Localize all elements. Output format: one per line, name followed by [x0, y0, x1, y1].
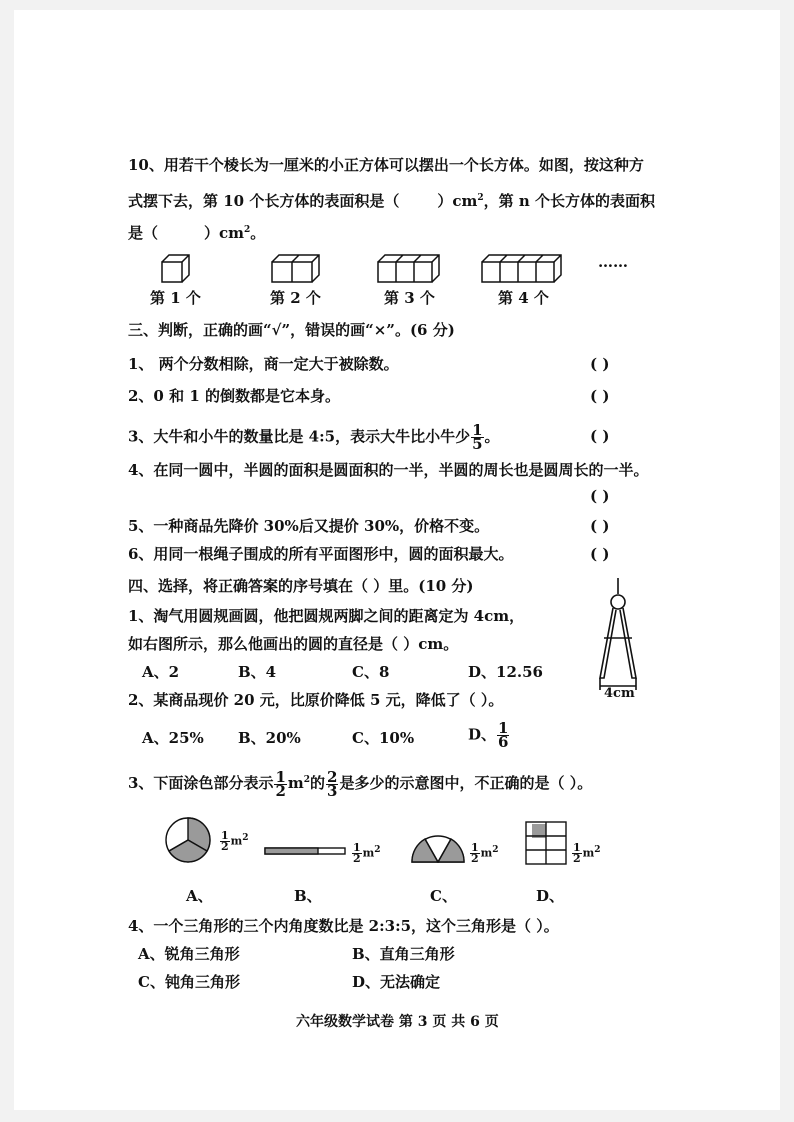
q3-option-c[interactable]: C、	[430, 887, 457, 905]
answer-paren-3[interactable]: ( )	[590, 427, 610, 445]
fig-d-unit: $\frac{1}{2}$ $m^2$	[573, 841, 601, 866]
q4-option-c[interactable]: C、钝角三角形	[138, 973, 240, 991]
cuboid-3	[378, 255, 439, 282]
q2-option-b[interactable]: B、20%	[238, 729, 301, 747]
figure-d-grid	[526, 822, 566, 864]
fraction-1-5: $\frac{1}{5}$	[472, 421, 483, 453]
compass-label: 4cm	[604, 686, 635, 701]
judge-item-1: 1、 两个分数相除，商一定大于被除数。	[128, 355, 399, 373]
section3-heading: 三、判断，正确的画“√”，错误的画“×”。(6 分)	[128, 321, 455, 339]
figure-label-2: 第 2 个	[270, 289, 321, 307]
judge-item-6: 6、用同一根绳子围成的所有平面图形中，圆的面积最大。	[128, 545, 514, 563]
cuboid-4	[482, 255, 561, 282]
answer-paren-5[interactable]: ( )	[590, 517, 610, 535]
q1-option-b[interactable]: B、4	[238, 663, 277, 681]
q2-option-a[interactable]: A、25%	[142, 729, 204, 747]
page-footer: 六年级数学试卷 第 3 页 共 6 页	[296, 1014, 499, 1030]
answer-paren-1[interactable]: ( )	[590, 355, 610, 373]
q2-option-d[interactable]: D、 $\frac{1}{6}$	[468, 719, 509, 751]
q2-option-c[interactable]: C、10%	[352, 729, 415, 747]
judge-item-5: 5、一种商品先降价 30%后又提价 30%，价格不变。	[128, 517, 490, 535]
q1-option-c[interactable]: C、8	[352, 663, 390, 681]
answer-paren-2[interactable]: ( )	[590, 387, 610, 405]
fig-a-unit: $\frac{1}{2}$ $m^2$	[221, 829, 249, 854]
answer-paren-4[interactable]: ( )	[590, 487, 610, 505]
cuboid-2	[272, 255, 319, 282]
q4-option-a[interactable]: A、锐角三角形	[138, 945, 240, 963]
fig-c-unit: $\frac{1}{2}$ $m^2$	[471, 841, 499, 866]
q1-option-d[interactable]: D、12.56	[468, 663, 543, 681]
figure-label-4: 第 4 个	[498, 289, 549, 307]
figure-b-bar	[265, 848, 345, 854]
q3-option-d[interactable]: D、	[536, 887, 565, 905]
choice-q2: 2、某商品现价 20 元，比原价降低 5 元，降低了（ ）。	[128, 691, 504, 709]
cuboid-1	[162, 255, 189, 282]
choice-q3: 3、下面涂色部分表示 $\frac{1}{2}$ $m^2$的 $\frac{2}{3}$ 是多少的示意图中，不正确的是（ ）。	[128, 767, 593, 800]
q3-option-a[interactable]: A、	[186, 887, 213, 905]
q3-figures	[0, 818, 794, 878]
figure-label-1: 第 1 个	[150, 289, 201, 307]
q10-line2: 式摆下去，第 10 个长方体的表面积是（ ）$cm^2$，第 n 个长方体的表面积	[128, 192, 655, 210]
q4-option-b[interactable]: B、直角三角形	[352, 945, 455, 963]
q3-option-b[interactable]: B、	[294, 887, 322, 905]
choice-q1-line2: 如右图所示，那么他画出的圆的直径是（ ）cm。	[128, 635, 459, 653]
q10-line1: 10、用若干个棱长为一厘米的小正方体可以摆出一个长方体。如图，按这种方	[128, 156, 644, 174]
judge-item-3: 3、大牛和小牛的数量比是 4:5，表示大牛比小牛少 $\frac{1}{5}$ 。	[128, 421, 500, 453]
section4-heading: 四、选择，将正确答案的序号填在（ ）里。(10 分)	[128, 577, 474, 595]
figure-label-3: 第 3 个	[384, 289, 435, 307]
judge-item-4: 4、在同一圆中，半圆的面积是圆面积的一半，半圆的周长也是圆周长的一半。	[128, 461, 649, 479]
choice-q4: 4、一个三角形的三个内角度数比是 2:3:5，这个三角形是（ ）。	[128, 917, 559, 935]
fig-b-unit: $\frac{1}{2}$ $m^2$	[353, 841, 381, 866]
q1-option-a[interactable]: A、2	[142, 663, 180, 681]
q10-line3: 是（ ）$cm^2$。	[128, 224, 266, 242]
ellipsis: ……	[598, 253, 628, 271]
choice-q1-line1: 1、淘气用圆规画圆，他把圆规两脚之间的距离定为 4cm，	[128, 607, 525, 625]
compass-figure	[596, 578, 656, 688]
figure-a-circle	[166, 818, 210, 862]
answer-paren-6[interactable]: ( )	[590, 545, 610, 563]
q4-option-d[interactable]: D、无法确定	[352, 973, 441, 991]
figure-c-semicircle	[412, 836, 464, 862]
judge-item-2: 2、0 和 1 的倒数都是它本身。	[128, 387, 340, 405]
